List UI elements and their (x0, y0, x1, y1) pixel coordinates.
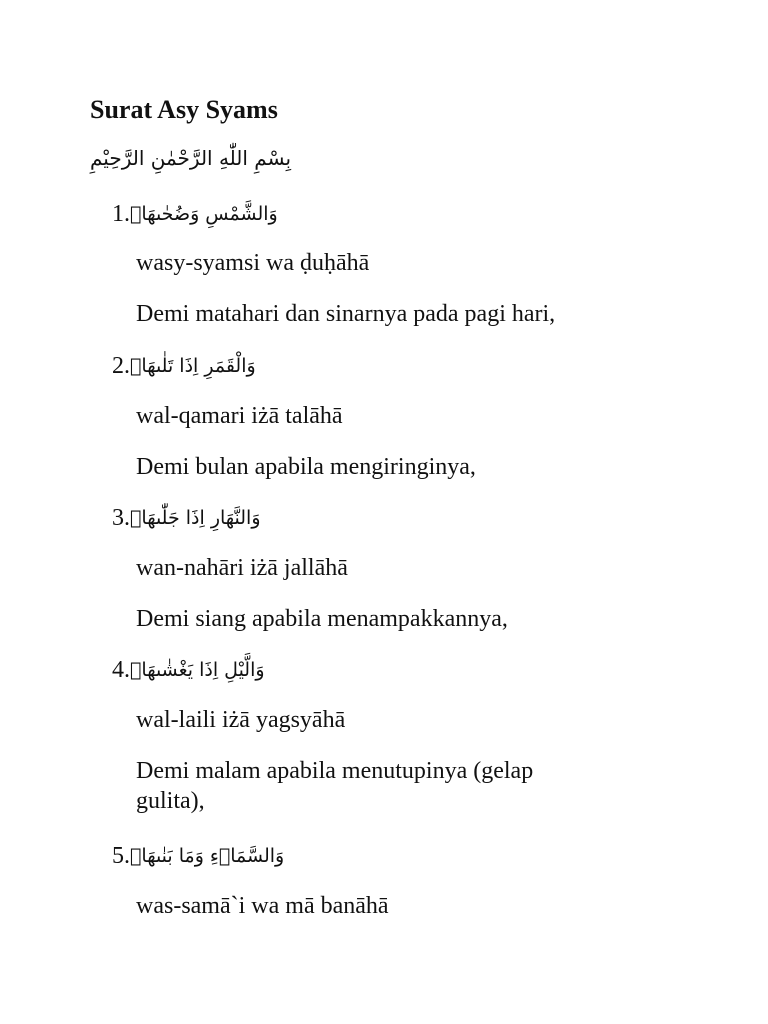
verse-3-translation: Demi siang apabila menampakkannya, (136, 606, 508, 632)
basmalah-text: بِسْمِ اللّٰهِ الرَّحْمٰنِ الرَّحِيْمِ (90, 146, 292, 170)
verse-2-arabic: وَالْقَمَرِ اِذَا تَلٰىهَاۖ (130, 355, 256, 378)
verse-5-arabic: وَالسَّمَاۤءِ وَمَا بَنٰىهَاۖ (130, 845, 285, 868)
verse-3-number: 3. (112, 505, 130, 532)
verse-5-line (112, 838, 284, 872)
verse-3-arabic: وَالنَّهَارِ اِذَا جَلّٰىهَاۖ (130, 507, 261, 530)
verse-4-translation: Demi malam apabila menutupinya (gelap gulita), (136, 758, 534, 814)
verse-3-latin: wan-nahāri iżā jallāhā (136, 555, 348, 581)
verse-2-line (112, 348, 256, 382)
verse-4-line (112, 652, 265, 686)
verse-5-number: 5. (112, 843, 130, 870)
verse-4-number: 4. (112, 657, 130, 684)
verse-4-latin: wal-laili iżā yagsyāhā (136, 707, 346, 733)
verse-1-number: 1. (112, 201, 130, 228)
verse-1-translation: Demi matahari dan sinarnya pada pagi hari, (136, 301, 556, 327)
verse-2-latin: wal-qamari iżā talāhā (136, 403, 343, 429)
verse-1-line (112, 196, 278, 230)
page-title: Surat Asy Syams (90, 95, 278, 124)
verse-1-arabic: وَالشَّمْسِ وَضُحٰىهَاۖ (130, 203, 278, 226)
verse-4-arabic: وَالَّيْلِ اِذَا يَغْشٰىهَاۖ (130, 659, 265, 682)
verse-2-number: 2. (112, 353, 130, 380)
verse-5-latin: was-samā`i wa mā banāhā (136, 893, 389, 919)
verse-2-translation: Demi bulan apabila mengiringinya, (136, 454, 476, 480)
verse-3-line (112, 500, 261, 534)
verse-1-latin: wasy-syamsi wa ḍuḥāhā (136, 250, 370, 276)
